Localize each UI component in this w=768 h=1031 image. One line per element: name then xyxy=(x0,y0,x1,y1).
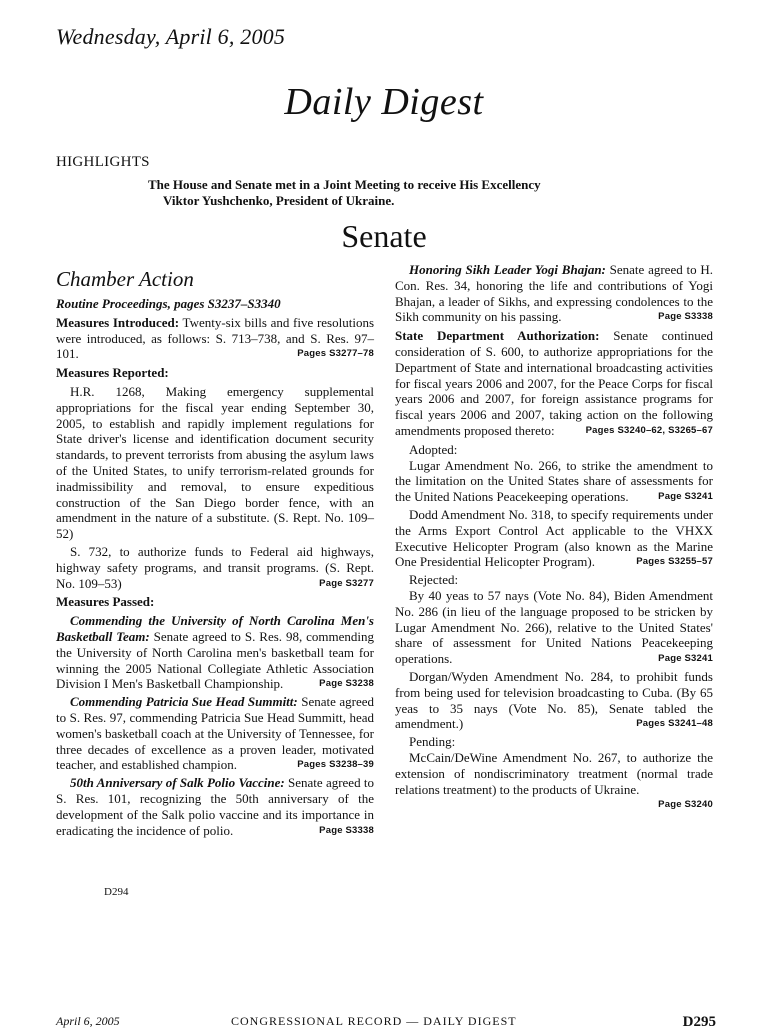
state-dept-text: Senate continued consideration of S. 600, to authorize appropriations for the Department of State and international broadcasting activities for fiscal years 2006 and 2007, for the Peace Corps for fiscal years 2006 and 2007, for foreign assistance programs for fiscal years 2006 and 2007, taking action on the following amendments proposed thereto: xyxy=(395,328,714,438)
mccain-pages: Page S3240 xyxy=(658,799,713,811)
passed-unc-title: Commending the University of North Carolina Men's Basketball Team: xyxy=(56,613,374,644)
chamber-action-title: Chamber Action xyxy=(56,267,194,291)
measures-introduced-head: Measures Introduced: xyxy=(56,314,180,330)
footer-page-number: D295 xyxy=(682,1014,716,1030)
dorgan-amendment xyxy=(395,669,713,732)
passed-summitt-title: Commending Patricia Sue Head Summitt: xyxy=(70,694,298,710)
highlights-line-2: Viktor Yushchenko, President of Ukraine. xyxy=(163,193,395,208)
passed-unc-pages: Page S3238 xyxy=(319,678,374,690)
highlights-line-1: The House and Senate met in a Joint Meeting to receive His Excellency xyxy=(148,177,541,192)
state-dept-pages: Pages S3240–62, S3265–67 xyxy=(585,424,713,436)
state-dept-head: State Department Authorization: xyxy=(395,328,600,344)
pending-label: Pending: xyxy=(409,734,456,750)
adopted-label: Adopted: xyxy=(409,441,458,457)
measures-introduced xyxy=(56,315,374,362)
passed-salk-title: 50th Anniversary of Salk Polio Vaccine: xyxy=(70,775,285,791)
page-number: D294 xyxy=(104,886,129,898)
honoring-sikh-title: Honoring Sikh Leader Yogi Bhajan: xyxy=(409,262,606,277)
state-dept-authorization xyxy=(395,328,713,439)
right-column xyxy=(395,262,713,813)
reported-s732-pages: Page S3277 xyxy=(319,577,374,589)
lugar-pages: Page S3241 xyxy=(658,491,713,503)
dodd-pages: Pages S3255–57 xyxy=(636,556,713,568)
measures-introduced-text: Twenty-six bills and five resolutions were introduced, as follows: S. 713–738, and S. Res. 97–101. xyxy=(56,314,375,362)
passed-salk-text: Senate agreed to S. Res. 101, recognizing the 50th anniversary of the development of the Salk polio vaccine and its importance in eradicating the incidence of polio. xyxy=(56,775,375,838)
routine-proceedings: Routine Proceedings, pages S3237–S3340 xyxy=(56,296,281,311)
passed-salk-pages: Page S3338 xyxy=(319,824,374,836)
measures-introduced-pages: Pages S3277–78 xyxy=(297,348,374,360)
dodd-amendment xyxy=(395,507,713,570)
mccain-text: McCain/DeWine Amendment No. 267, to authorize the extension of nondiscriminatory treatment (normal trade relations treatment) to the products of Ukraine. xyxy=(395,749,713,797)
highlights-text xyxy=(148,177,668,209)
honoring-sikh-pages: Page S3338 xyxy=(658,311,713,323)
dorgan-pages: Pages S3241–48 xyxy=(636,718,713,730)
passed-salk xyxy=(56,775,374,838)
page-title: Daily Digest xyxy=(284,81,484,123)
page-date: Wednesday, April 6, 2005 xyxy=(56,24,286,49)
reported-s732-text: S. 732, to authorize funds to Federal aid highways, highway safety programs, and transit programs. (S. Rept. No. 109–53) xyxy=(56,543,374,591)
rejected-label: Rejected: xyxy=(409,572,459,588)
lugar-text: Lugar Amendment No. 266, to strike the amendment to the limitation on the United States share of assessments for the United Nations Peacekeeping operations. xyxy=(395,457,713,505)
passed-unc-text: Senate agreed to S. Res. 98, commending the University of North Carolina men's basketball team for winning the 2005 National Collegiate Athletic Association Division I Men's Basketball Championship. xyxy=(56,628,375,692)
measures-passed-head: Measures Passed: xyxy=(56,594,155,610)
chamber-heading: Senate xyxy=(341,218,427,254)
measures-reported-head: Measures Reported: xyxy=(56,365,169,381)
footer-publication: CONGRESSIONAL RECORD — DAILY DIGEST xyxy=(231,1014,517,1028)
passed-unc xyxy=(56,613,374,692)
passed-summitt-text: Senate agreed to S. Res. 97, commending Patricia Sue Head Summitt, head women's basketball coach at the University of Tennessee, for three decades of excellence as a proven leader, motivated teacher, and established champion. xyxy=(56,694,374,773)
biden-pages: Page S3241 xyxy=(658,653,713,665)
mccain-amendment xyxy=(395,749,713,811)
biden-amendment xyxy=(395,588,713,667)
passed-summitt xyxy=(56,694,374,773)
dorgan-text: Dorgan/Wyden Amendment No. 284, to prohibit funds from being used for television broadcasting to Cuba. (By 65 yeas to 35 nays (Vote No. 85), Senate tabled the amendment.) xyxy=(395,668,713,732)
honoring-sikh-text: Senate agreed to H. Con. Res. 34, honoring the life and contributions of Yogi Bhajan, a leader of Sikhs, and expressing condolences to the Sikh community on his passing. xyxy=(395,262,713,325)
lugar-amendment xyxy=(395,458,713,505)
footer-date: April 6, 2005 xyxy=(56,1014,120,1028)
reported-hr1268: H.R. 1268, Making emergency supplemental appropriations for the fiscal year ending September 30, 2005, to establish and rapidly implement regulations for State driver's license and identification document security standards, to prevent terrorists from abusing the asylum laws of the United States, to unify terrorism-related grounds for inadmissibility and removal, to ensure expeditious construction of the San Diego border fence, with an amendment in the nature of a substitute. (S. Rept. No. 109–52) xyxy=(56,383,374,542)
dodd-text: Dodd Amendment No. 318, to specify requirements under the Arms Export Control Act applicable to the VHXX Executive Helicopter Program (also known as the Marine One Presidential Helicopter Program). xyxy=(395,506,713,570)
highlights-heading: HIGHLIGHTS xyxy=(56,154,150,170)
passed-summitt-pages: Pages S3238–39 xyxy=(297,759,374,771)
honoring-sikh xyxy=(395,262,713,325)
reported-s732 xyxy=(56,544,374,591)
left-column xyxy=(56,262,374,840)
biden-text: By 40 yeas to 57 nays (Vote No. 84), Biden Amendment No. 286 (in lieu of the language proposed to be stricken by Lugar Amendment No. 266), relative to the United States' share of assessment for United Nations Peacekeeping operations. xyxy=(395,587,713,667)
